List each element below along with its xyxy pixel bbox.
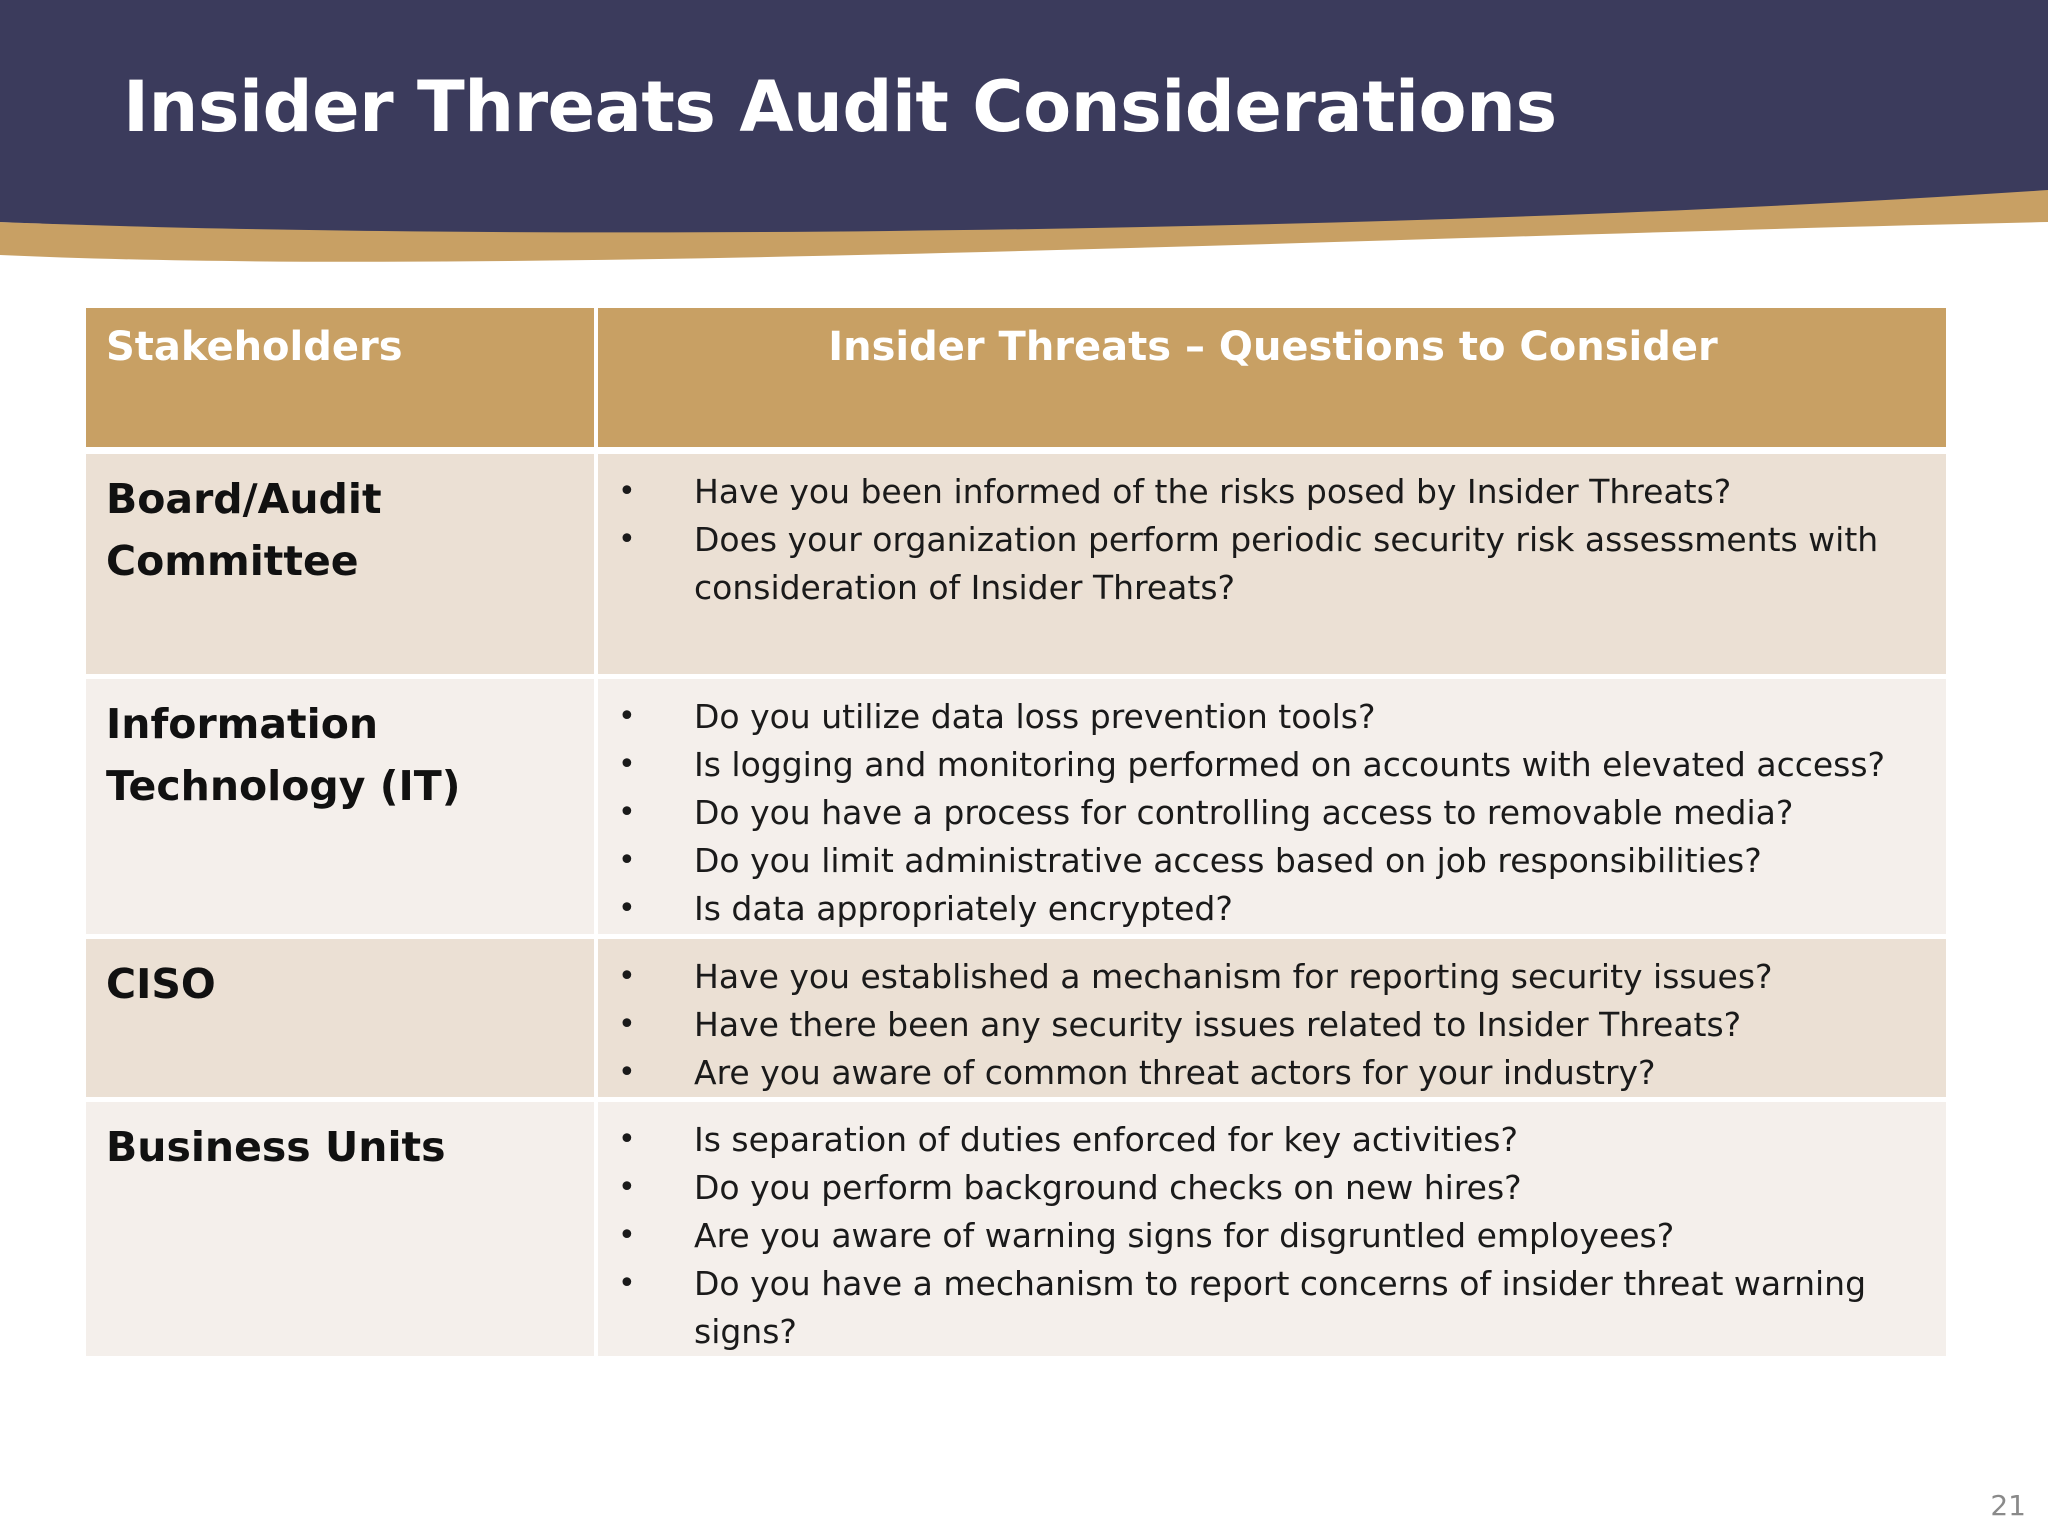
question-text: Does your organization perform periodic security risk assessments with consideration of Insider Threats? bbox=[694, 519, 1879, 607]
table-header-row bbox=[86, 308, 1946, 450]
question-list bbox=[598, 953, 1916, 1097]
stakeholder-business-units: Business Units bbox=[86, 1099, 596, 1358]
question-item bbox=[598, 885, 1916, 933]
bullet-icon: • bbox=[618, 746, 636, 782]
bullet-icon: • bbox=[618, 1006, 636, 1042]
question-list bbox=[598, 1116, 1916, 1356]
bullet-icon: • bbox=[618, 1265, 636, 1301]
questions-cell bbox=[596, 1099, 1946, 1358]
stakeholder-board-audit-committee: Board/Audit Committee bbox=[86, 450, 596, 676]
questions-cell bbox=[596, 450, 1946, 676]
question-item bbox=[598, 1001, 1916, 1049]
header-stakeholders: Stakeholders bbox=[86, 308, 596, 450]
bullet-icon: • bbox=[618, 473, 636, 509]
question-list bbox=[598, 468, 1916, 612]
question-item bbox=[598, 953, 1916, 1001]
slide-title: Insider Threats Audit Considerations bbox=[123, 66, 1557, 148]
question-item bbox=[598, 1049, 1916, 1097]
table-row bbox=[86, 676, 1946, 936]
question-text: Do you limit administrative access based on job responsibilities? bbox=[694, 840, 1762, 880]
table-row bbox=[86, 936, 1946, 1099]
questions-cell bbox=[596, 676, 1946, 936]
question-text: Have you established a mechanism for reporting security issues? bbox=[694, 956, 1773, 996]
bullet-icon: • bbox=[618, 1054, 636, 1090]
bullet-icon: • bbox=[618, 842, 636, 878]
question-item bbox=[598, 1212, 1916, 1260]
questions-table bbox=[86, 308, 1946, 1361]
bullet-icon: • bbox=[618, 958, 636, 994]
question-item bbox=[598, 837, 1916, 885]
question-text: Is separation of duties enforced for key activities? bbox=[694, 1119, 1518, 1159]
bullet-icon: • bbox=[618, 1121, 636, 1157]
question-text: Do you have a process for controlling access to removable media? bbox=[694, 792, 1794, 832]
stakeholder-ciso: CISO bbox=[86, 936, 596, 1099]
question-item bbox=[598, 693, 1916, 741]
bullet-icon: • bbox=[618, 698, 636, 734]
question-item bbox=[598, 1116, 1916, 1164]
bullet-icon: • bbox=[618, 1169, 636, 1205]
question-item bbox=[598, 1260, 1916, 1356]
bullet-icon: • bbox=[618, 794, 636, 830]
page-number: 21 bbox=[1990, 1489, 2026, 1522]
stakeholder-information-technology: Information Technology (IT) bbox=[86, 676, 596, 936]
questions-cell bbox=[596, 936, 1946, 1099]
question-text: Have you been informed of the risks posed by Insider Threats? bbox=[694, 471, 1732, 511]
bullet-icon: • bbox=[618, 1217, 636, 1253]
question-list bbox=[598, 693, 1916, 933]
question-text: Is logging and monitoring performed on accounts with elevated access? bbox=[694, 744, 1886, 784]
question-text: Do you have a mechanism to report concerns of insider threat warning signs? bbox=[694, 1263, 1867, 1351]
question-text: Have there been any security issues related to Insider Threats? bbox=[694, 1004, 1742, 1044]
question-text: Do you perform background checks on new hires? bbox=[694, 1167, 1522, 1207]
question-text: Do you utilize data loss prevention tools? bbox=[694, 696, 1376, 736]
question-item bbox=[598, 1164, 1916, 1212]
question-item bbox=[598, 789, 1916, 837]
question-text: Are you aware of common threat actors for your industry? bbox=[694, 1052, 1656, 1092]
bullet-icon: • bbox=[618, 890, 636, 926]
header-questions: Insider Threats – Questions to Consider bbox=[596, 308, 1946, 450]
question-item bbox=[598, 516, 1916, 612]
question-item bbox=[598, 741, 1916, 789]
question-item bbox=[598, 468, 1916, 516]
table-row bbox=[86, 1099, 1946, 1358]
bullet-icon: • bbox=[618, 521, 636, 557]
question-text: Is data appropriately encrypted? bbox=[694, 888, 1233, 928]
table-row bbox=[86, 450, 1946, 676]
question-text: Are you aware of warning signs for disgruntled employees? bbox=[694, 1215, 1675, 1255]
